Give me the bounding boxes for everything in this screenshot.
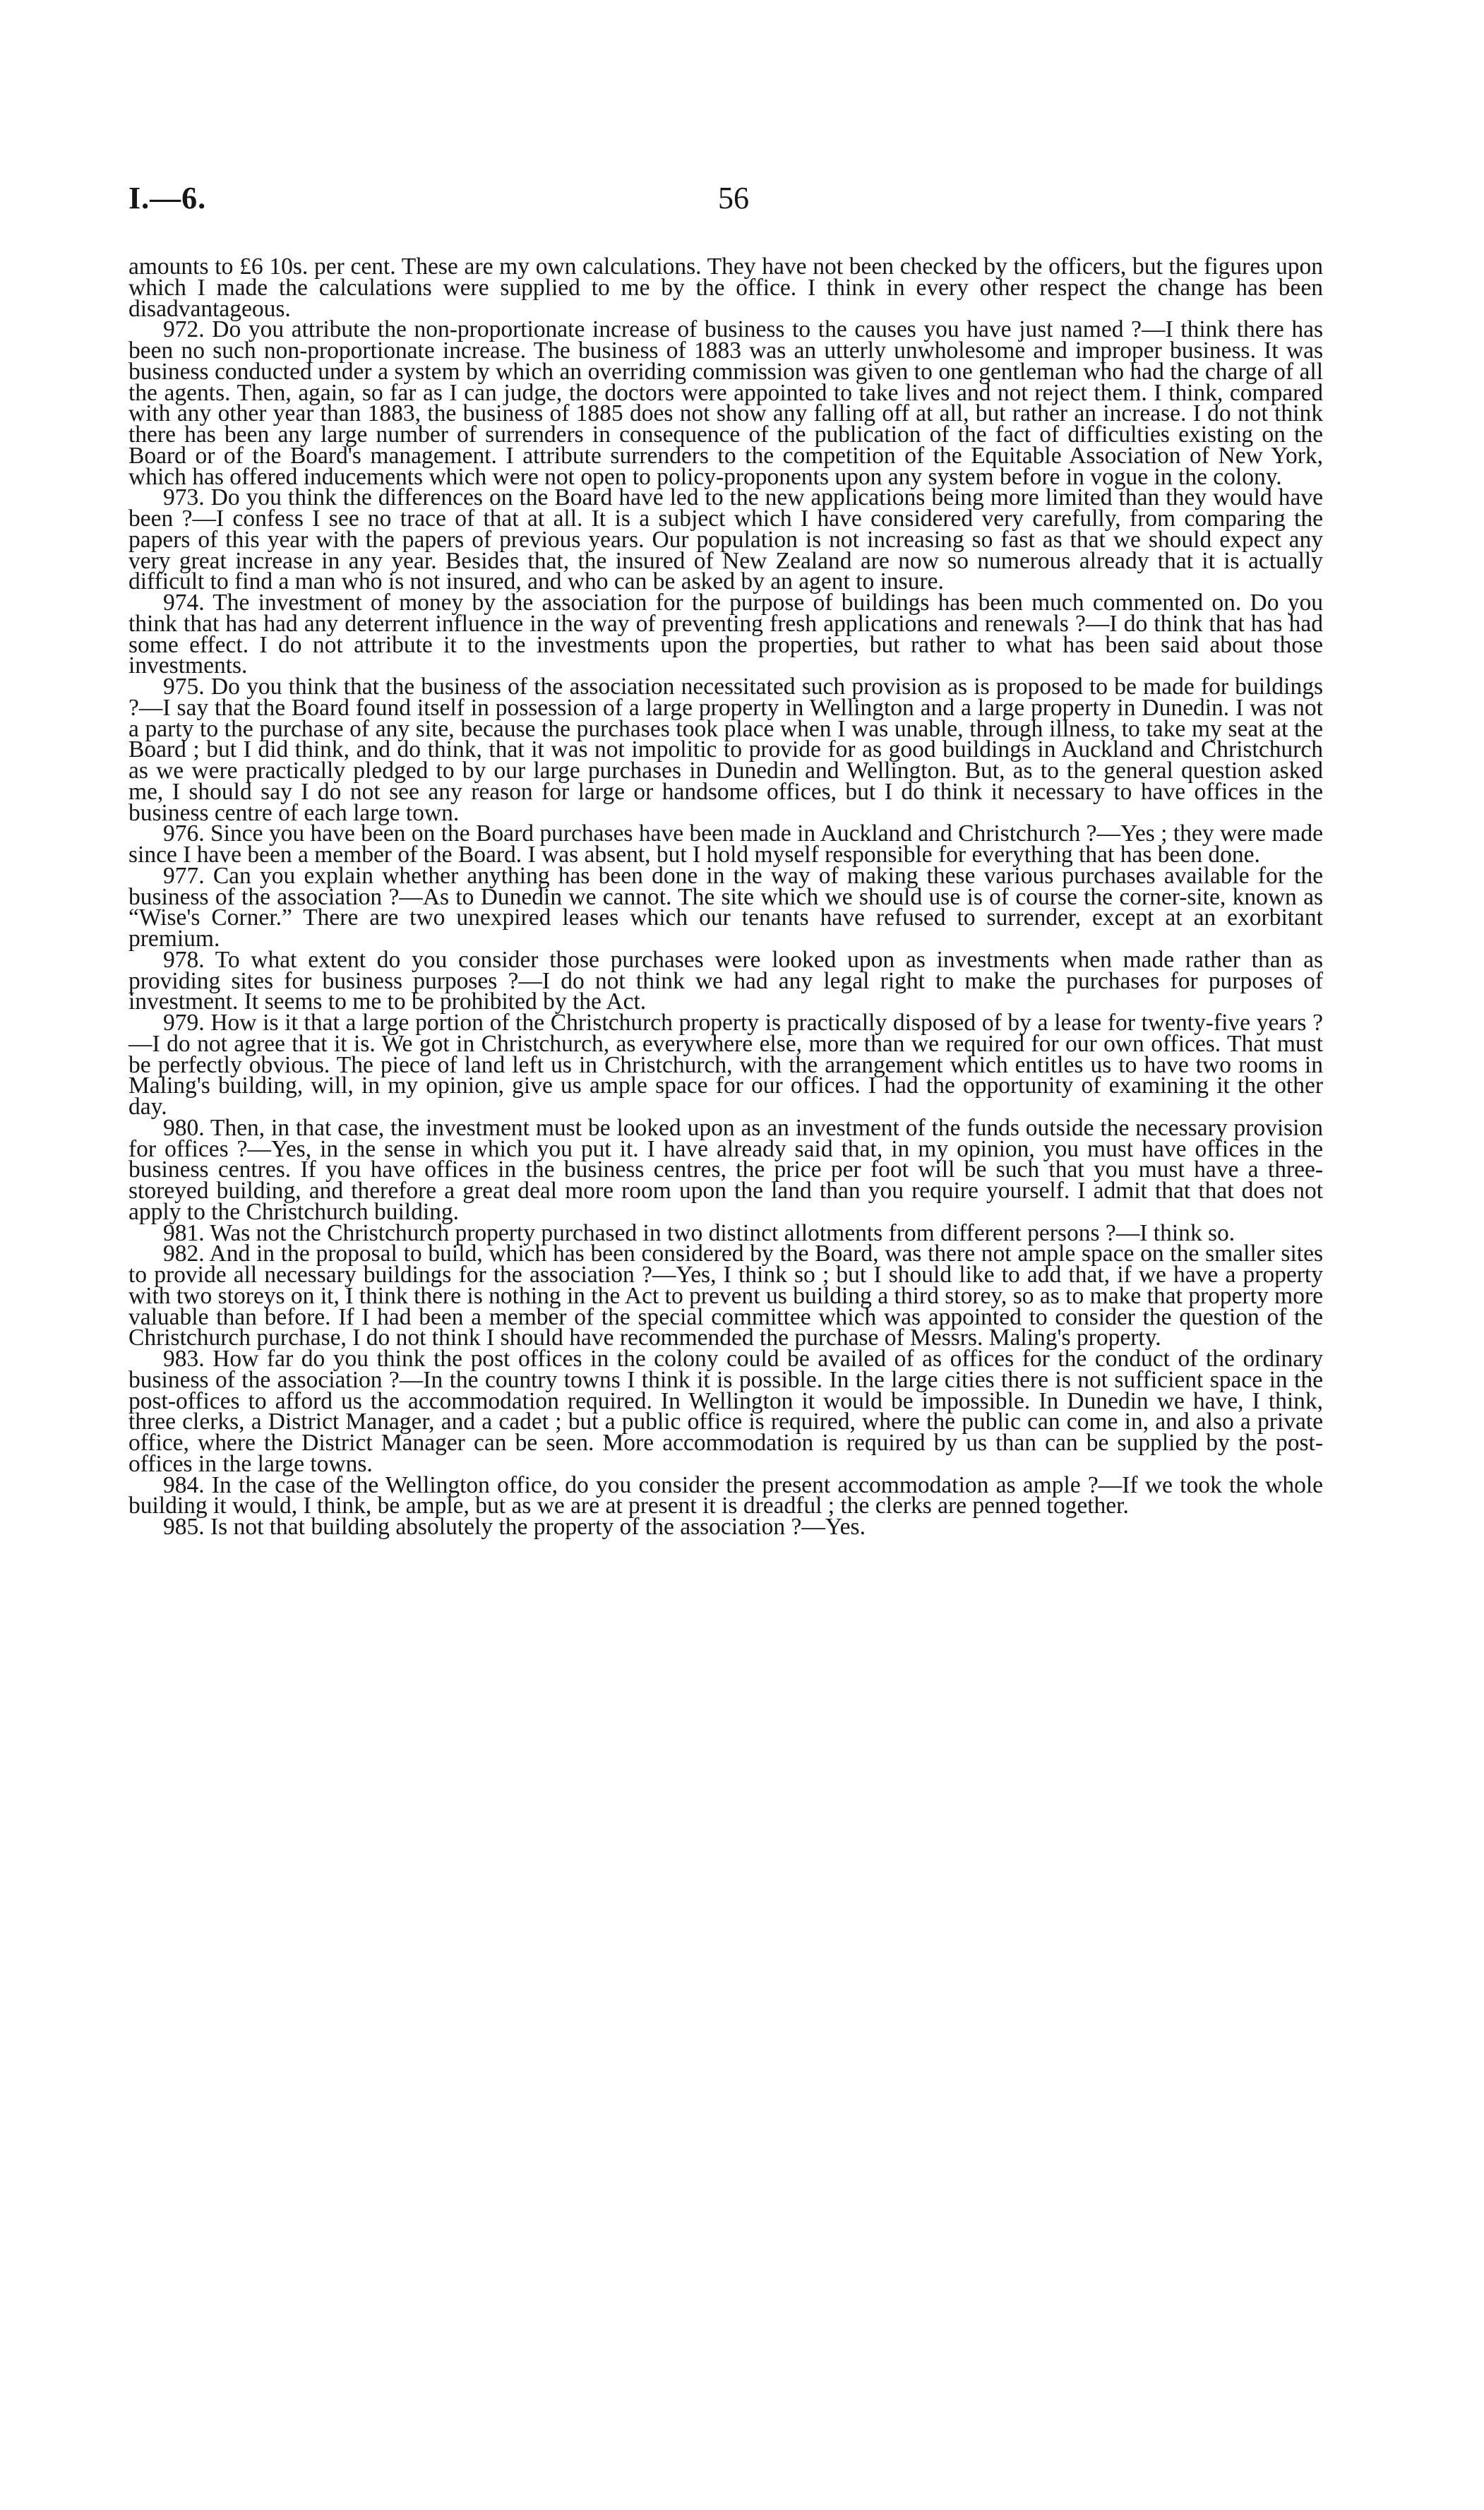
paragraph-q981: 981. Was not the Christchurch property purchased in two distinct allotments from different persons ?—I think so. — [163, 1219, 1235, 1246]
paragraph-q983: 983. How far do you think the post offices in the colony could be availed of as offices for the conduct of the ordinary business of the association ?—In the country towns I think it is possible. In the large cities there is not sufficient space in the post-offices to afford us the accommodation required. In Wellington it would be impossible. In Dunedin we have, I think, three clerks, a District Manager, and a cadet ; but a public office is required, where the public can come in, and also a private office, where the District Manager can be seen. More accommodation is required by us than can be supplied by the post-offices in the large towns. — [128, 1346, 1323, 1477]
paragraph-q976: 976. Since you have been on the Board purchases have been made in Auckland and Christchurch ?—Yes ; they were made since I have been a member of the Board. I was absent, but I hold myself responsible for everything that has been done. — [128, 820, 1323, 868]
page-header — [128, 180, 1357, 222]
paragraph-q973: 973. Do you think the differences on the Board have led to the new applications being more limited than they would have been ?—I confess I see no trace of that at all. It is a subject which I have considered very carefully, from comparing the papers of this year with the papers of previous years. Our population is not increasing so fast as that we should expect any very great increase in any year. Besides that, the insured of New Zealand are now so numerous already that it is actually difficult to find a man who is not insured, and who can be asked by an agent to insure. — [128, 484, 1323, 595]
document-reference: I.—6. — [128, 181, 207, 215]
paragraph-q977: 977. Can you explain whether anything has been done in the way of making these various purchases available for the business of the association ?—As to Dunedin we cannot. The site which we should use is of course the corner-site, known as “Wise's Corner.” There are two unexpired leases which our tenants have refused to surrender, except at an exorbitant premium. — [128, 862, 1323, 952]
paragraph-continuation: amounts to £6 10s. per cent. These are my own calculations. They have not been checked by the officers, but the figures upon which I made the calculations were supplied to me by the office. I think in every other respect the change has been disadvantageous. — [128, 253, 1323, 322]
paragraph-q985: 985. Is not that building absolutely the property of the association ?—Yes. — [163, 1514, 866, 1540]
body-text — [128, 253, 1323, 1540]
paragraph-q979: 979. How is it that a large portion of the Christchurch property is practically disposed of by a lease for twenty-five years ?—I do not agree that it is. We got in Christchurch, as everywhere else, more than we required for our own offices. That must be perfectly obvious. The piece of land left us in Christchurch, with the arrangement which entitles us to have two rooms in Maling's building, will, in my opinion, give us ample space for our offices. I had the opportunity of examining it the other day. — [128, 1010, 1323, 1120]
paragraph-q984: 984. In the case of the Wellington office, do you consider the present accommodation as ample ?—If we took the whole building it would, I think, be ample, but as we are at present it is dreadful ; the clerks are penned together. — [128, 1471, 1323, 1519]
paragraph-q975: 975. Do you think that the business of the association necessitated such provision as is proposed to be made for buildings ?—I say that the Board found itself in possession of a large property in Wellington and a large property in Dunedin. I was not a party to the purchase of any site, because the purchases took place when I was unable, through illness, to take my seat at the Board ; but I did think, and do think, that it was not impolitic to provide for as good buildings in Auckland and Christchurch as we were practically pledged to by our large purchases in Dunedin and Wellington. But, as to the general question asked me, I should say I do not see any reason for large or handsome offices, but I do think it necessary to have offices in the business centre of each large town. — [128, 674, 1323, 826]
paragraph-q982: 982. And in the proposal to build, which has been considered by the Board, was there not ample space on the smaller sites to provide all necessary buildings for the association ?—Yes, I think so ; but I should like to add that, if we have a property with two storeys on it, I think there is nothing in the Act to prevent us building a third storey, so as to make that property more valuable than before. If I had been a member of the special committee which was appointed to consider the question of the Christchurch purchase, I do not think I should have recommended the purchase of Messrs. Maling's property. — [128, 1241, 1323, 1351]
page-number: 56 — [718, 181, 749, 215]
paragraph-q974: 974. The investment of money by the association for the purpose of buildings has been much commented on. Do you think that has had any deterrent influence in the way of preventing fresh applications and renewals ?—I do think that has had some effect. I do not attribute it to the investments upon the properties, but rather to what has been said about those investments. — [128, 590, 1323, 679]
paragraph-q980: 980. Then, in that case, the investment must be looked upon as an investment of the funds outside the necessary provision for offices ?—Yes, in the sense in which you put it. I have already said that, in my opinion, you must have offices in the business centres. If you have offices in the business centres, the price per foot will be such that you must have a three-storeyed building, and therefore a great deal more room upon the land than you require yourself. I admit that that does not apply to the Christchurch building. — [128, 1114, 1323, 1225]
paragraph-q972: 972. Do you attribute the non-proportionate increase of business to the causes you have just named ?—I think there has been no such non-proportionate increase. The business of 1883 was an utterly unwholesome and improper business. It was business conducted under a system by which an overriding commission was given to one gentleman who had the charge of all the agents. Then, again, so far as I can judge, the doctors were appointed to take lives and not reject them. I think, compared with any other year than 1883, the business of 1885 does not show any falling off at all, but rather an increase. I do not think there has been any large number of surrenders in consequence of the publication of the fact of difficulties existing on the Board or of the Board's management. I attribute surrenders to the competition of the Equitable Association of New York, which has offered inducements which were not open to policy-proponents upon any system before in vogue in the colony. — [128, 316, 1323, 490]
paragraph-q978: 978. To what extent do you consider those purchases were looked upon as investments when made rather than as providing sites for business purposes ?—I do not think we had any legal right to make the purchases for purposes of investment. It seems to me to be prohibited by the Act. — [128, 946, 1323, 1015]
